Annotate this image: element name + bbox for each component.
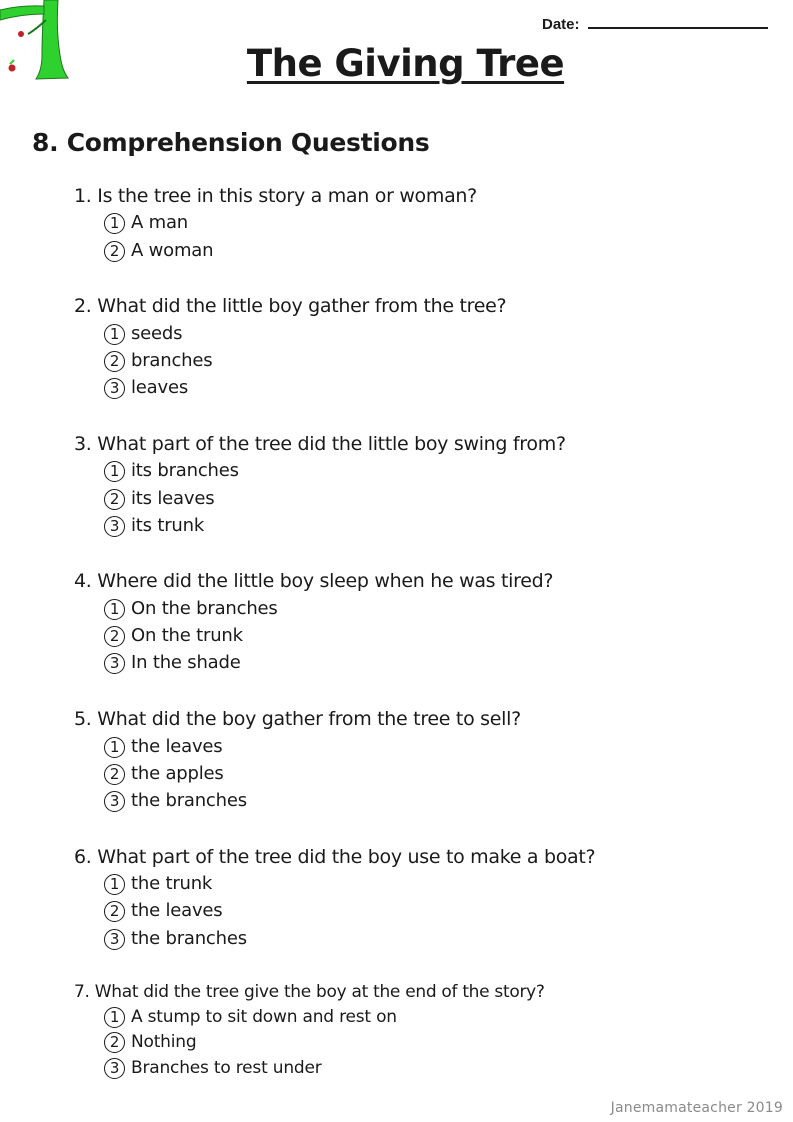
- number-bubble: 3: [104, 791, 125, 812]
- date-label: Date:: [542, 16, 580, 33]
- option-label: On the branches: [131, 598, 278, 619]
- question-1-option-1: [104, 212, 188, 234]
- number-bubble: 2: [104, 901, 125, 922]
- number-bubble: 1: [104, 213, 125, 234]
- question-3: 3. What part of the tree did the little boy swing from?: [74, 433, 566, 455]
- question-5-option-2: [104, 763, 224, 785]
- page-title: The Giving Tree: [246, 42, 565, 85]
- option-label: the leaves: [131, 736, 223, 757]
- number-bubble: 2: [104, 1032, 125, 1053]
- question-6-option-1: [104, 873, 212, 895]
- number-bubble: 3: [104, 929, 125, 950]
- number-bubble: 2: [104, 351, 125, 372]
- option-label: its trunk: [131, 515, 205, 536]
- question-5-option-3: [104, 790, 247, 812]
- option-label: the apples: [131, 763, 224, 784]
- question-4: 4. Where did the little boy sleep when he was tired?: [74, 570, 554, 592]
- number-bubble: 1: [104, 1007, 125, 1028]
- number-bubble: 3: [104, 653, 125, 674]
- question-5: 5. What did the boy gather from the tree to sell?: [74, 708, 521, 730]
- question-2: 2. What did the little boy gather from the tree?: [74, 295, 507, 317]
- option-label: the trunk: [131, 873, 213, 894]
- option-label: A man: [131, 212, 189, 233]
- option-label: the leaves: [131, 900, 223, 921]
- number-bubble: 1: [104, 461, 125, 482]
- number-bubble: 2: [104, 489, 125, 510]
- question-4-option-2: [104, 625, 243, 647]
- number-bubble: 2: [104, 764, 125, 785]
- question-7-option-3: [104, 1057, 322, 1079]
- question-2-option-2: [104, 350, 212, 372]
- option-label: branches: [131, 350, 213, 371]
- tree-branch: [0, 6, 44, 20]
- number-bubble: 3: [104, 378, 125, 399]
- option-label: A woman: [131, 240, 214, 261]
- question-7-option-2: [104, 1031, 196, 1053]
- question-6-option-3: [104, 928, 247, 950]
- option-label: Branches to rest under: [131, 1058, 322, 1078]
- question-4-option-3: [104, 652, 241, 674]
- footer-credit: Janemamateacher 2019: [610, 1100, 783, 1116]
- question-2-option-1: [104, 323, 182, 345]
- question-3-option-2: [104, 488, 214, 510]
- option-label: Nothing: [131, 1032, 197, 1052]
- option-label: leaves: [131, 377, 189, 398]
- number-bubble: 1: [104, 874, 125, 895]
- option-label: the branches: [131, 928, 247, 949]
- question-3-option-3: [104, 515, 204, 537]
- question-5-option-1: [104, 736, 222, 758]
- option-label: the branches: [131, 790, 247, 811]
- question-3-option-1: [104, 460, 239, 482]
- number-bubble: 1: [104, 737, 125, 758]
- number-bubble: 1: [104, 324, 125, 345]
- number-bubble: 3: [104, 1058, 125, 1079]
- number-bubble: 1: [104, 599, 125, 620]
- apple-icon: [18, 31, 24, 37]
- date-blank-line: [588, 12, 768, 29]
- question-4-option-1: [104, 598, 278, 620]
- date-field: [542, 12, 768, 33]
- question-7-option-1: [104, 1006, 397, 1028]
- option-label: its leaves: [131, 488, 215, 509]
- question-6-option-2: [104, 900, 222, 922]
- number-bubble: 3: [104, 516, 125, 537]
- number-bubble: 2: [104, 626, 125, 647]
- question-1-option-2: [104, 240, 213, 262]
- option-label: On the trunk: [131, 625, 243, 646]
- option-label: seeds: [131, 323, 183, 344]
- number-bubble: 2: [104, 241, 125, 262]
- option-label: In the shade: [131, 652, 241, 673]
- option-label: its branches: [131, 460, 239, 481]
- question-2-option-3: [104, 377, 188, 399]
- section-title: 8. Comprehension Questions: [32, 128, 430, 157]
- question-7: 7. What did the tree give the boy at the end of the story?: [74, 982, 545, 1002]
- question-1: 1. Is the tree in this story a man or woman?: [74, 185, 477, 207]
- option-label: A stump to sit down and rest on: [131, 1007, 397, 1027]
- question-6: 6. What part of the tree did the boy use to make a boat?: [74, 846, 596, 868]
